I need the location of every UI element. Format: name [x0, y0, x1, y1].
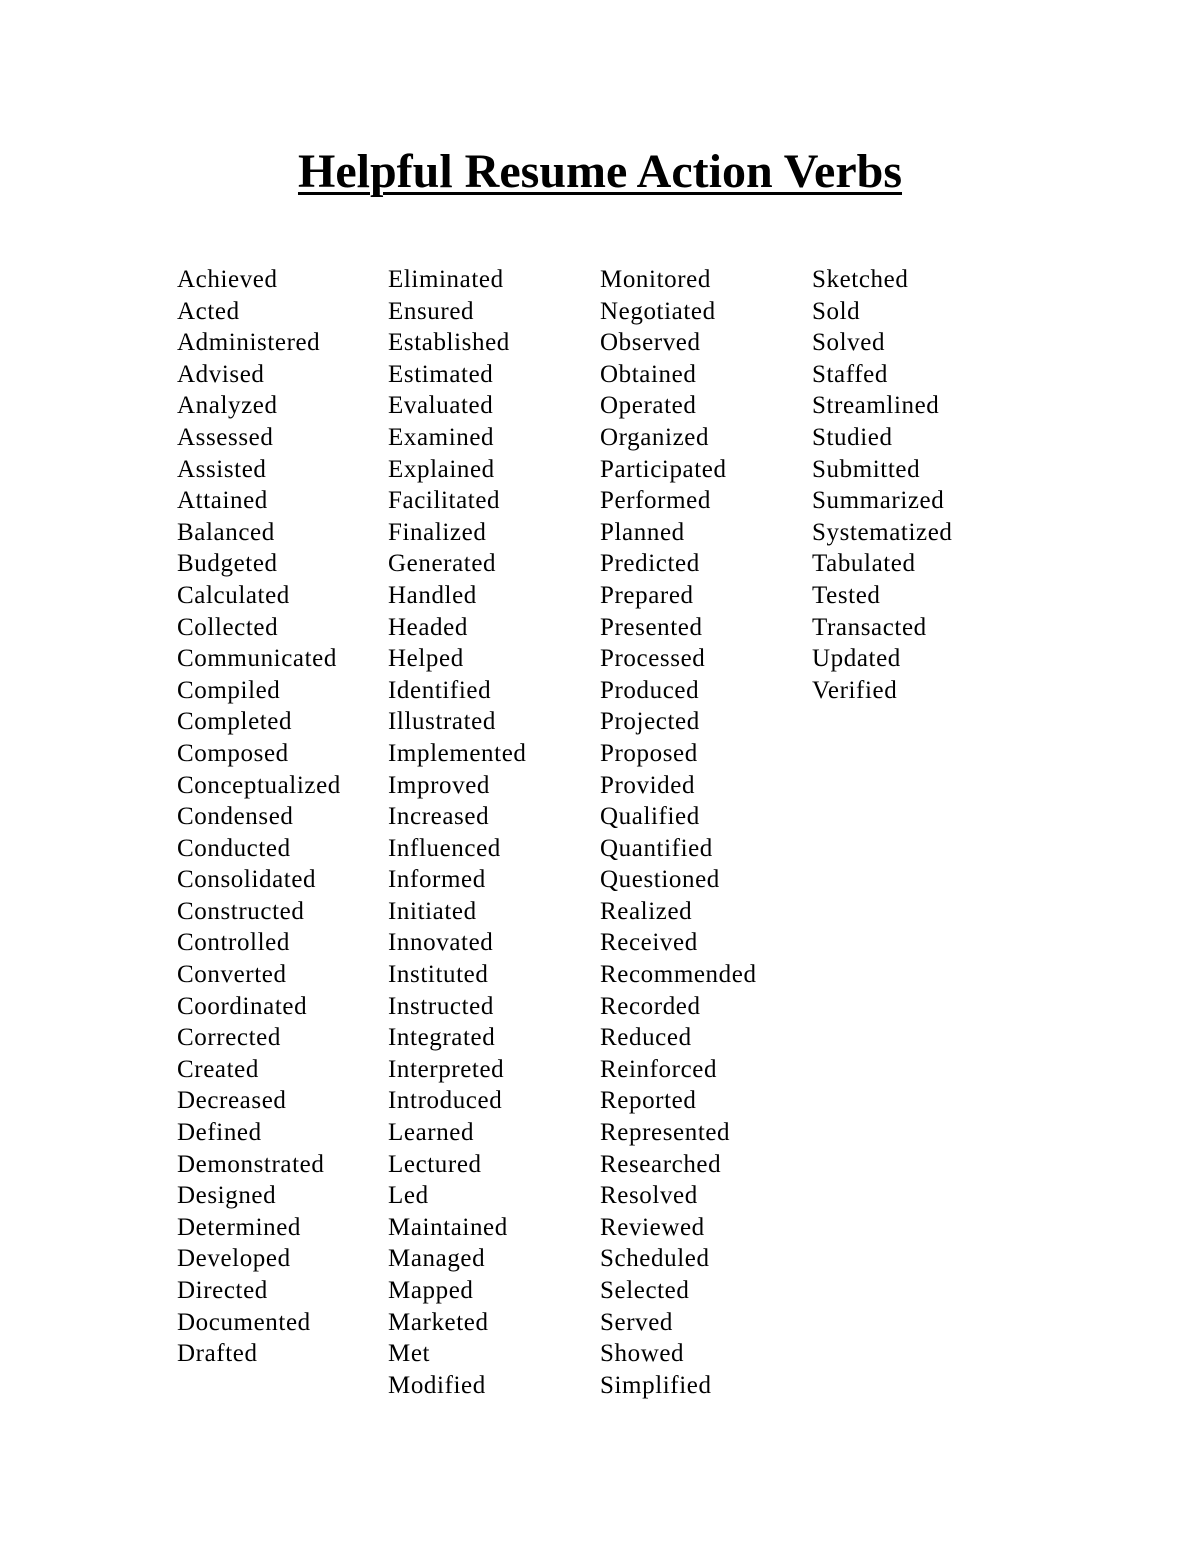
verb-item: Marketed	[388, 1308, 489, 1336]
verb-item: Innovated	[388, 929, 494, 957]
verb-item: Finalized	[388, 518, 487, 546]
verb-item: Submitted	[812, 455, 921, 483]
verb-item: Constructed	[177, 897, 305, 925]
verb-item: Determined	[177, 1213, 302, 1241]
verb-item: Influenced	[388, 834, 501, 862]
verb-item: Maintained	[388, 1213, 508, 1241]
verb-item: Assisted	[177, 455, 267, 483]
verb-item: Helped	[388, 645, 464, 673]
verb-item: Received	[600, 929, 698, 957]
verb-item: Verified	[812, 676, 898, 704]
verb-item: Communicated	[177, 645, 337, 673]
verb-item: Designed	[177, 1182, 277, 1210]
verb-item: Ensured	[388, 297, 475, 325]
verb-item: Analyzed	[177, 392, 278, 420]
verb-item: Achieved	[177, 266, 278, 293]
verb-item: Reviewed	[600, 1213, 705, 1241]
verb-item: Streamlined	[812, 392, 940, 420]
verb-item: Lectured	[388, 1150, 482, 1178]
verb-item: Studied	[812, 423, 893, 451]
verb-item: Initiated	[388, 897, 477, 925]
verb-item: Balanced	[177, 518, 275, 546]
verb-item: Informed	[388, 866, 486, 894]
verb-item: Sketched	[812, 266, 909, 293]
verb-item: Sold	[812, 297, 861, 325]
verb-item: Created	[177, 1055, 259, 1083]
verb-item: Quantified	[600, 834, 713, 862]
verb-item: Corrected	[177, 1024, 281, 1052]
verb-item: Improved	[388, 771, 490, 799]
verb-item: Presented	[600, 613, 703, 641]
verb-item: Drafted	[177, 1340, 258, 1368]
verb-column-1	[177, 264, 341, 1370]
verb-item: Scheduled	[600, 1245, 710, 1273]
verb-item: Participated	[600, 455, 727, 483]
verb-item: Generated	[388, 550, 497, 578]
verb-item: Showed	[600, 1340, 685, 1368]
verb-item: Demonstrated	[177, 1150, 325, 1178]
verb-item: Collected	[177, 613, 279, 641]
verb-item: Composed	[177, 739, 289, 767]
verb-item: Observed	[600, 329, 701, 357]
verb-item: Recorded	[600, 992, 701, 1020]
verb-item: Budgeted	[177, 550, 278, 578]
verb-item: Obtained	[600, 360, 697, 388]
verb-item: Administered	[177, 329, 321, 357]
verb-item: Integrated	[388, 1024, 496, 1052]
verb-item: Questioned	[600, 866, 720, 894]
verb-item: Performed	[600, 487, 711, 515]
verb-item: Implemented	[388, 739, 527, 767]
verb-item: Conducted	[177, 834, 291, 862]
verb-item: Converted	[177, 961, 287, 989]
verb-item: Proposed	[600, 739, 698, 767]
verb-item: Defined	[177, 1119, 262, 1147]
verb-item: Resolved	[600, 1182, 698, 1210]
verb-item: Reinforced	[600, 1055, 718, 1083]
verb-item: Represented	[600, 1119, 731, 1147]
verb-item: Systematized	[812, 518, 953, 546]
verb-item: Summarized	[812, 487, 945, 515]
verb-item: Eliminated	[388, 266, 504, 293]
verb-item: Prepared	[600, 581, 694, 609]
verb-item: Learned	[388, 1119, 475, 1147]
verb-item: Decreased	[177, 1087, 287, 1115]
verb-item: Completed	[177, 708, 293, 736]
verb-item: Led	[388, 1182, 429, 1210]
verb-item: Developed	[177, 1245, 291, 1273]
verb-item: Coordinated	[177, 992, 308, 1020]
verb-item: Predicted	[600, 550, 700, 578]
verb-item: Tabulated	[812, 550, 916, 578]
verb-item: Projected	[600, 708, 700, 736]
verb-column-2	[388, 264, 527, 1401]
verb-item: Calculated	[177, 581, 290, 609]
verb-item: Directed	[177, 1277, 268, 1304]
verb-item: Estimated	[388, 360, 494, 388]
verb-item: Examined	[388, 423, 495, 451]
verb-item: Instructed	[388, 992, 494, 1020]
verb-item: Mapped	[388, 1277, 474, 1304]
verb-item: Staffed	[812, 360, 888, 388]
verb-item: Selected	[600, 1277, 690, 1304]
verb-item: Reported	[600, 1087, 697, 1115]
verb-item: Managed	[388, 1245, 486, 1273]
verb-item: Identified	[388, 676, 492, 704]
verb-item: Researched	[600, 1150, 722, 1178]
verb-item: Established	[388, 329, 510, 357]
verb-item: Modified	[388, 1371, 486, 1399]
verb-item: Met	[388, 1340, 431, 1368]
verb-item: Realized	[600, 897, 693, 925]
verb-item: Negotiated	[600, 297, 716, 325]
verb-item: Organized	[600, 423, 710, 451]
verb-item: Illustrated	[388, 708, 496, 736]
verb-item: Controlled	[177, 929, 290, 957]
verb-item: Updated	[812, 645, 901, 673]
page-title: Helpful Resume Action Verbs	[297, 145, 903, 198]
verb-item: Reduced	[600, 1024, 692, 1052]
verb-item: Tested	[812, 581, 881, 609]
verb-item: Produced	[600, 676, 700, 704]
verb-item: Advised	[177, 360, 265, 388]
verb-item: Provided	[600, 771, 696, 799]
verb-column-4	[812, 264, 953, 706]
verb-item: Simplified	[600, 1371, 712, 1399]
verb-item: Documented	[177, 1308, 311, 1336]
verb-item: Served	[600, 1308, 674, 1336]
verb-item: Assessed	[177, 423, 274, 451]
verb-item: Explained	[388, 455, 495, 483]
verb-item: Planned	[600, 518, 685, 546]
verb-item: Processed	[600, 645, 706, 673]
verb-item: Conceptualized	[177, 771, 341, 799]
verb-item: Recommended	[600, 961, 757, 989]
verb-item: Condensed	[177, 803, 294, 831]
verb-item: Attained	[177, 487, 268, 515]
verb-item: Increased	[388, 803, 490, 831]
verb-item: Compiled	[177, 676, 281, 704]
verb-item: Handled	[388, 581, 477, 609]
verb-item: Introduced	[388, 1087, 503, 1115]
verb-item: Interpreted	[388, 1055, 505, 1083]
verb-column-3	[600, 264, 757, 1401]
verb-item: Headed	[388, 613, 468, 641]
verb-item: Monitored	[600, 266, 711, 293]
verb-item: Operated	[600, 392, 697, 420]
verb-item: Evaluated	[388, 392, 494, 420]
verb-item: Facilitated	[388, 487, 501, 515]
verb-item: Acted	[177, 297, 240, 325]
verb-item: Consolidated	[177, 866, 317, 894]
verb-item: Instituted	[388, 961, 489, 989]
verb-item: Qualified	[600, 803, 700, 831]
verb-item: Transacted	[812, 613, 927, 641]
verb-item: Solved	[812, 329, 886, 357]
